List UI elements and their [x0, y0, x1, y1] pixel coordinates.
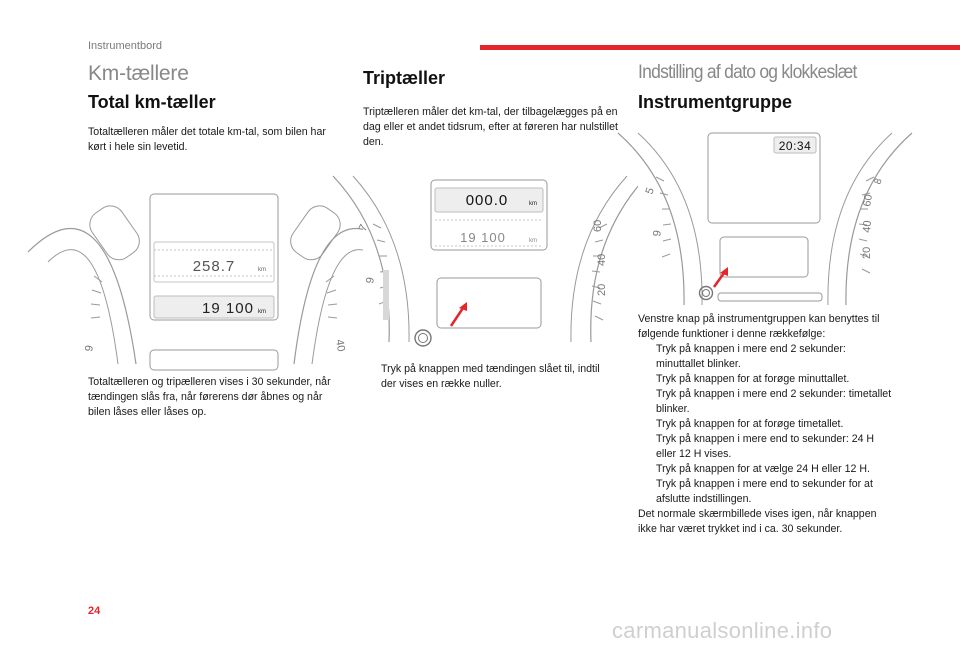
subtitle-instrument-panel: Instrumentgruppe	[638, 92, 793, 112]
list-item-text: Tryk på knappen for at vælge 24 H eller 12 H.	[656, 463, 870, 475]
list-item	[638, 342, 893, 372]
odometer-display-note: Totaltælleren og tripælleren vises i 30 sekunder, når tændingen slås fra, når førerens dør åbnes og når bilen låses eller låses op.	[88, 376, 331, 418]
figure-instrument-panel	[638, 133, 892, 305]
subtitle-trip-meter: Triptæller	[363, 68, 446, 88]
total-display-value: 19 100	[460, 230, 506, 245]
right-gauge-scale-40: 40	[596, 253, 608, 266]
left-gauge-scale-9: 9	[651, 229, 665, 238]
trip-display-value: 258.7	[192, 258, 236, 275]
watermark-text: carmanualsonline.info	[612, 618, 833, 643]
right-gauge-scale-20: 20	[596, 283, 608, 296]
list-item	[638, 387, 893, 417]
total-display-unit: km	[529, 238, 537, 244]
list-item	[638, 372, 893, 387]
figure-trip-meter	[356, 180, 617, 342]
list-item-text: Tryk på knappen for at forøge timetallet.	[656, 418, 844, 430]
list-item	[363, 362, 613, 392]
total-odometer-description: Totaltælleren måler det totale km-tal, som bilen har kørt i hele sin levetid.	[88, 126, 326, 153]
list-item	[638, 432, 893, 462]
page-number: 24	[88, 605, 101, 617]
list-item	[638, 462, 893, 477]
trip-display-unit: km	[258, 267, 266, 273]
date-time-steps	[638, 342, 893, 507]
list-item-text: Tryk på knappen i mere end 2 sekunder: minuttallet blinker.	[656, 343, 846, 370]
section-label: Instrumentbord	[88, 40, 162, 52]
instrument-cluster-illustration	[356, 180, 617, 342]
figure-total-odometer	[83, 192, 347, 364]
trip-display-unit: km	[529, 201, 537, 207]
left-gauge-scale-9: 9	[364, 276, 378, 285]
instrument-cluster-illustration	[638, 133, 892, 305]
left-gauge-scale-5: 5	[643, 186, 657, 197]
total-display-unit: km	[258, 309, 266, 315]
clock-display: 20:34	[778, 139, 812, 153]
right-gauge-scale-40: 40	[861, 220, 875, 234]
column-odometers	[88, 62, 343, 155]
list-item	[638, 477, 893, 507]
right-gauge-scale-20: 20	[861, 246, 873, 259]
instrument-cluster-illustration	[83, 192, 347, 364]
date-time-instructions	[638, 312, 893, 537]
total-display-value: 19 100	[202, 300, 254, 317]
right-gauge-scale: 40	[333, 338, 347, 353]
section-title-date-time: Indstilling af dato og klokkeslæt	[638, 62, 857, 83]
right-gauge-scale-60: 60	[592, 219, 604, 232]
date-time-intro: Venstre knap på instrumentgruppen kan benyttes til følgende funktioner i denne rækkefølge:	[638, 313, 880, 340]
list-item-text: Tryk på knappen i mere end to sekunder: 24 H eller 12 H vises.	[656, 433, 875, 460]
list-item-text: Tryk på knappen for at forøge minuttallet.	[656, 373, 850, 385]
subtitle-total-odometer: Total km-tæller	[88, 92, 216, 112]
list-item-text: Tryk på knappen i mere end to sekunder for at afslutte indstillingen.	[656, 478, 873, 505]
column-date-time-setting	[638, 62, 893, 113]
list-item-text: Tryk på knappen i mere end 2 sekunder: timetallet blinker.	[656, 388, 892, 415]
trip-reset-instructions	[363, 362, 613, 392]
left-gauge-scale-7: 7	[356, 222, 371, 234]
trip-meter-description: Triptælleren måler det km-tal, der tilbagelægges på en dag eller et andet tidsrum, efter at føreren har nulstillet den.	[363, 106, 618, 148]
column-trip-meter	[363, 62, 618, 150]
list-item	[638, 417, 893, 432]
header-accent-bar	[480, 45, 960, 50]
section-title-odometers: Km-tællere	[88, 62, 189, 85]
right-gauge-scale-60: 60	[861, 193, 876, 208]
list-item-text: Tryk på knappen med tændingen slået til, indtil der vises en række nuller.	[381, 363, 600, 390]
left-gauge-scale: 9	[83, 344, 97, 353]
date-time-outro: Det normale skærmbillede vises igen, når knappen ikke har været trykket ind i ca. 30 sekunder.	[638, 508, 877, 535]
trip-display-value: 000.0	[465, 192, 509, 209]
right-gauge-scale-8: 8	[872, 177, 885, 187]
